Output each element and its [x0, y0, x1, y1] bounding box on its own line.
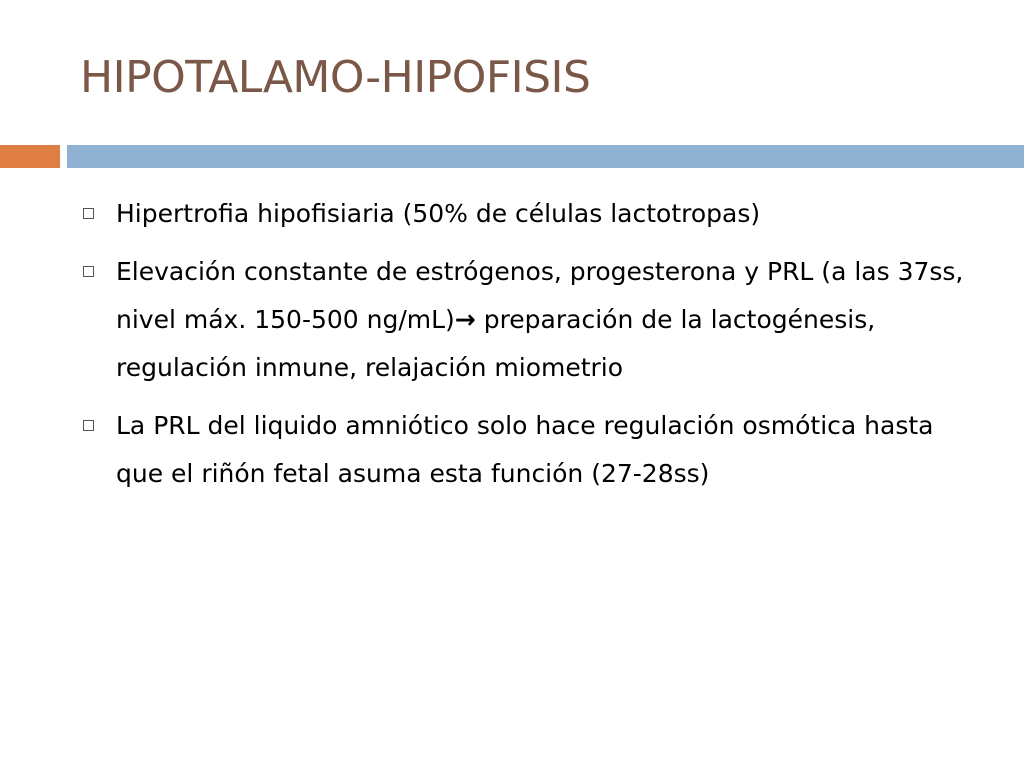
bullet-item	[0, 248, 1024, 392]
hollow-square-icon	[83, 208, 94, 219]
bullet-text: Hipertrofia hipofisiaria (50% de células lactotropas)	[116, 199, 761, 228]
hollow-square-icon	[83, 420, 94, 431]
accent-band-orange	[0, 145, 60, 168]
right-arrow-icon: →	[454, 305, 476, 334]
bullet-text-continuation: preparación de la lactogénesis, regulación inmune, relajación miometrio	[116, 305, 876, 382]
bullet-list	[0, 190, 1024, 508]
accent-band-blue	[67, 145, 1024, 168]
bullet-text: Elevación constante de estrógenos, progesterona y PRL (a las 37ss, nivel máx. 150-500 ng/mL)	[116, 257, 964, 334]
bullet-item	[0, 402, 1024, 498]
bullet-item	[0, 190, 1024, 238]
hollow-square-icon	[83, 266, 94, 277]
bullet-text: La PRL del liquido amniótico solo hace regulación osmótica hasta que el riñón fetal asuma esta función (27-28ss)	[116, 411, 934, 488]
slide-title: HIPOTALAMO-HIPOFISIS	[80, 52, 591, 103]
